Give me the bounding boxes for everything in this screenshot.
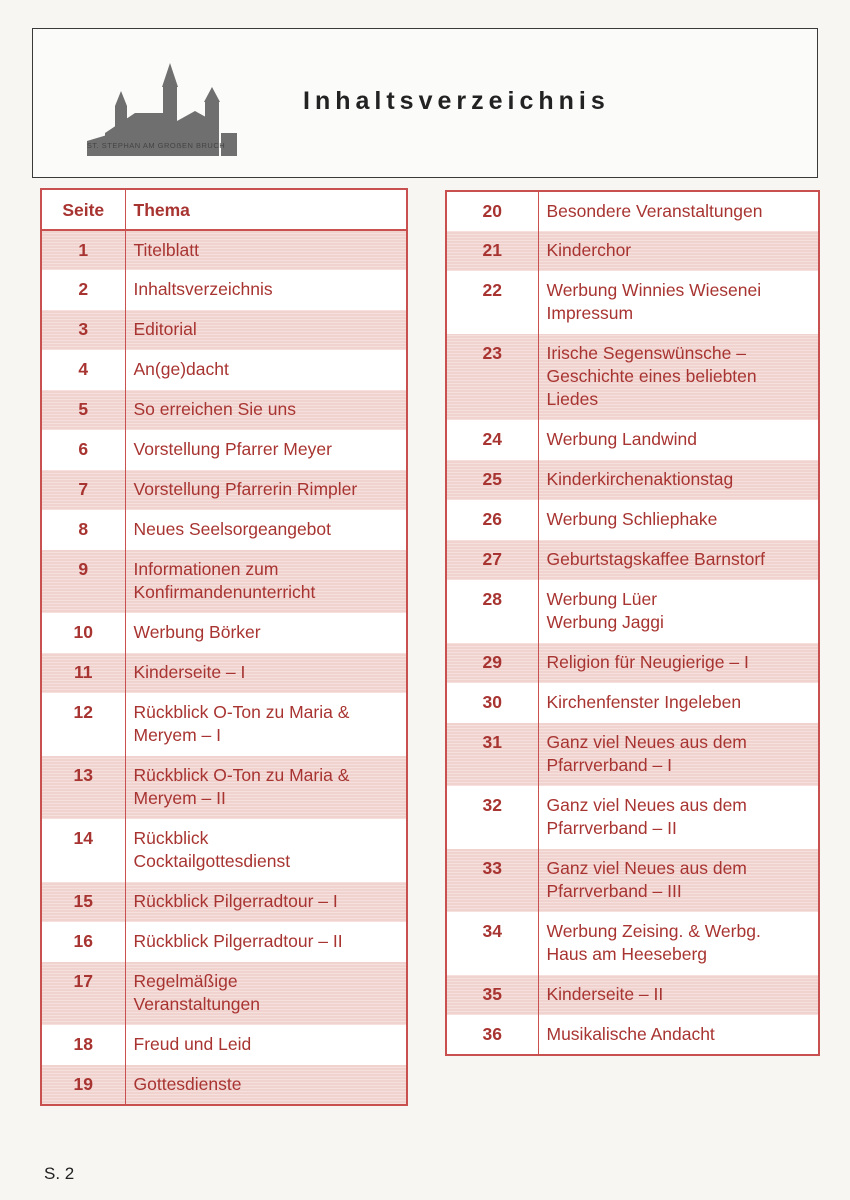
toc-topic-line: Werbung Schliephake	[546, 509, 718, 529]
toc-topic-line: Ganz viel Neues aus dem	[546, 858, 747, 878]
toc-topic-line: Werbung Börker	[133, 622, 261, 642]
toc-topic-line: Meryem – II	[133, 788, 226, 808]
toc-page-number: 33	[446, 849, 538, 912]
toc-topic-line: Musikalische Andacht	[546, 1024, 715, 1044]
toc-page-number: 24	[446, 420, 538, 460]
toc-page-number: 21	[446, 231, 538, 271]
toc-table-left	[40, 188, 408, 1106]
toc-page-number: 3	[41, 310, 125, 350]
toc-row	[41, 819, 407, 882]
toc-topic	[538, 540, 819, 580]
toc-topic-line: Werbung Landwind	[546, 429, 697, 449]
toc-topic-line: Titelblatt	[133, 240, 199, 260]
toc-row	[41, 430, 407, 470]
toc-row	[446, 231, 819, 271]
toc-row	[41, 350, 407, 390]
toc-page-number: 29	[446, 643, 538, 683]
toc-row	[446, 1015, 819, 1055]
toc-row	[41, 390, 407, 430]
toc-topic	[125, 470, 407, 510]
toc-topic-line: Inhaltsverzeichnis	[133, 279, 273, 299]
toc-topic	[538, 231, 819, 271]
toc-row	[41, 230, 407, 270]
toc-topic	[538, 460, 819, 500]
toc-topic-line: Informationen zum	[133, 559, 279, 579]
toc-row	[41, 693, 407, 756]
toc-page-number: 36	[446, 1015, 538, 1055]
toc-topic-line: Cocktailgottesdienst	[133, 851, 291, 871]
toc-row	[446, 683, 819, 723]
toc-topic	[538, 912, 819, 975]
toc-row	[446, 334, 819, 420]
toc-topic-line: Besondere Veranstaltungen	[546, 201, 763, 221]
toc-page-number: 20	[446, 191, 538, 231]
toc-page-number: 17	[41, 962, 125, 1025]
toc-topic-line: Kinderseite – II	[546, 984, 664, 1004]
toc-topic	[538, 643, 819, 683]
toc-row	[446, 580, 819, 643]
toc-topic	[125, 510, 407, 550]
toc-topic	[125, 819, 407, 882]
toc-topic	[538, 580, 819, 643]
toc-row	[41, 270, 407, 310]
toc-topic-line: Werbung Zeising. & Werbg.	[546, 921, 761, 941]
toc-row	[446, 540, 819, 580]
page-title: Inhaltsverzeichnis	[303, 87, 610, 115]
toc-row	[41, 510, 407, 550]
toc-page-number: 23	[446, 334, 538, 420]
toc-topic	[125, 962, 407, 1025]
toc-topic-line: Religion für Neugierige – I	[546, 652, 749, 672]
toc-topic-line: Editorial	[133, 319, 197, 339]
toc-row	[41, 962, 407, 1025]
toc-topic	[125, 922, 407, 962]
toc-topic-line: Geschichte eines beliebten	[546, 366, 757, 386]
toc-page-number: 4	[41, 350, 125, 390]
toc-row	[446, 849, 819, 912]
toc-topic	[538, 683, 819, 723]
toc-page-number: 30	[446, 683, 538, 723]
toc-topic-line: Kinderchor	[546, 240, 632, 260]
toc-topic-line: Werbung Winnies Wiesenei	[546, 280, 762, 300]
toc-topic-line: Pfarrverband – I	[546, 755, 672, 775]
toc-page-number: 32	[446, 786, 538, 849]
toc-page-number: 2	[41, 270, 125, 310]
toc-page-number: 25	[446, 460, 538, 500]
toc-page-number: 1	[41, 230, 125, 270]
toc-page-number: 19	[41, 1065, 125, 1105]
toc-topic-line: Konfirmandenunterricht	[133, 582, 316, 602]
toc-row	[446, 723, 819, 786]
toc-row	[41, 310, 407, 350]
toc-row	[41, 550, 407, 613]
toc-topic-line: Neues Seelsorgeangebot	[133, 519, 332, 539]
toc-row	[41, 756, 407, 819]
toc-topic-line: Pfarrverband – II	[546, 818, 677, 838]
toc-row	[446, 786, 819, 849]
toc-topic	[538, 786, 819, 849]
toc-topic	[538, 334, 819, 420]
toc-page-number: 5	[41, 390, 125, 430]
column-header-page: Seite	[41, 189, 125, 230]
toc-topic-line: Werbung Lüer	[546, 589, 658, 609]
toc-page-number: 27	[446, 540, 538, 580]
toc-row	[446, 460, 819, 500]
toc-topic-line: Rückblick Pilgerradtour – II	[133, 931, 343, 951]
toc-row	[446, 912, 819, 975]
toc-row	[41, 922, 407, 962]
toc-topic	[125, 882, 407, 922]
toc-page-number: 22	[446, 271, 538, 334]
toc-topic	[125, 270, 407, 310]
toc-page-number: 35	[446, 975, 538, 1015]
toc-row	[446, 975, 819, 1015]
toc-topic	[538, 271, 819, 334]
logo-text: ST. STEPHAN AM GROẞEN BRUCH	[86, 141, 226, 150]
toc-topic	[125, 756, 407, 819]
toc-topic	[538, 500, 819, 540]
toc-page-number: 28	[446, 580, 538, 643]
toc-page-number: 12	[41, 693, 125, 756]
toc-topic-line: Regelmäßige	[133, 971, 238, 991]
toc-page-number: 13	[41, 756, 125, 819]
toc-page-number: 31	[446, 723, 538, 786]
toc-page-number: 34	[446, 912, 538, 975]
toc-topic	[125, 430, 407, 470]
toc-row	[446, 420, 819, 460]
toc-page-number: 10	[41, 613, 125, 653]
toc-row	[41, 653, 407, 693]
toc-topic-line: Ganz viel Neues aus dem	[546, 732, 747, 752]
toc-page-number: 8	[41, 510, 125, 550]
toc-topic	[125, 613, 407, 653]
toc-topic	[538, 191, 819, 231]
toc-topic-line: An(ge)dacht	[133, 359, 229, 379]
toc-topic	[538, 1015, 819, 1055]
toc-topic-line: Kinderseite – I	[133, 662, 246, 682]
toc-topic	[125, 310, 407, 350]
toc-topic-line: Kinderkirchenaktionstag	[546, 469, 734, 489]
toc-row	[446, 643, 819, 683]
toc-page-number: 26	[446, 500, 538, 540]
toc-row	[446, 500, 819, 540]
column-header-topic: Thema	[125, 189, 407, 230]
toc-topic-line: Vorstellung Pfarrerin Rimpler	[133, 479, 358, 499]
toc-page-number: 6	[41, 430, 125, 470]
toc-page-number: 15	[41, 882, 125, 922]
toc-page-number: 7	[41, 470, 125, 510]
toc-topic-line: Ganz viel Neues aus dem	[546, 795, 747, 815]
header-box	[32, 28, 818, 178]
toc-topic-line: Haus am Heeseberg	[546, 944, 707, 964]
toc-topic-line: Rückblick O-Ton zu Maria &	[133, 765, 350, 785]
toc-topic	[125, 230, 407, 270]
toc-topic-line: Impressum	[546, 303, 634, 323]
toc-topic	[538, 723, 819, 786]
toc-table-right	[445, 190, 820, 1056]
toc-page-number: 16	[41, 922, 125, 962]
toc-page-number: 11	[41, 653, 125, 693]
toc-topic-line: Rückblick	[133, 828, 209, 848]
toc-topic	[125, 390, 407, 430]
toc-page-number: 14	[41, 819, 125, 882]
toc-topic	[125, 1025, 407, 1065]
toc-topic-line: Meryem – I	[133, 725, 222, 745]
toc-topic-line: Pfarrverband – III	[546, 881, 682, 901]
toc-topic	[125, 1065, 407, 1105]
toc-row	[41, 470, 407, 510]
toc-topic-line: Werbung Jaggi	[546, 612, 664, 632]
toc-row	[41, 613, 407, 653]
toc-row	[41, 882, 407, 922]
toc-row	[41, 1065, 407, 1105]
toc-page-number: 9	[41, 550, 125, 613]
toc-topic	[538, 420, 819, 460]
toc-topic-line: Gottesdienste	[133, 1074, 242, 1094]
toc-topic-line: Veranstaltungen	[133, 994, 260, 1014]
page-number: S. 2	[44, 1164, 75, 1183]
toc-topic	[125, 550, 407, 613]
toc-topic-line: Freud und Leid	[133, 1034, 252, 1054]
toc-row	[41, 1025, 407, 1065]
toc-page-number: 18	[41, 1025, 125, 1065]
toc-topic-line: Irische Segenswünsche –	[546, 343, 746, 363]
toc-topic	[538, 975, 819, 1015]
toc-topic-line: Rückblick O-Ton zu Maria &	[133, 702, 350, 722]
toc-topic-line: Liedes	[546, 389, 599, 409]
toc-row	[446, 271, 819, 334]
toc-topic-line: Vorstellung Pfarrer Meyer	[133, 439, 332, 459]
toc-topic	[125, 693, 407, 756]
toc-row	[446, 191, 819, 231]
toc-topic-line: Rückblick Pilgerradtour – I	[133, 891, 338, 911]
toc-topic	[538, 849, 819, 912]
toc-header-row	[41, 189, 407, 230]
toc-topic	[125, 350, 407, 390]
toc-topic-line: So erreichen Sie uns	[133, 399, 296, 419]
toc-topic-line: Kirchenfenster Ingeleben	[546, 692, 742, 712]
toc-topic	[125, 653, 407, 693]
toc-topic-line: Geburtstagskaffee Barnstorf	[546, 549, 766, 569]
